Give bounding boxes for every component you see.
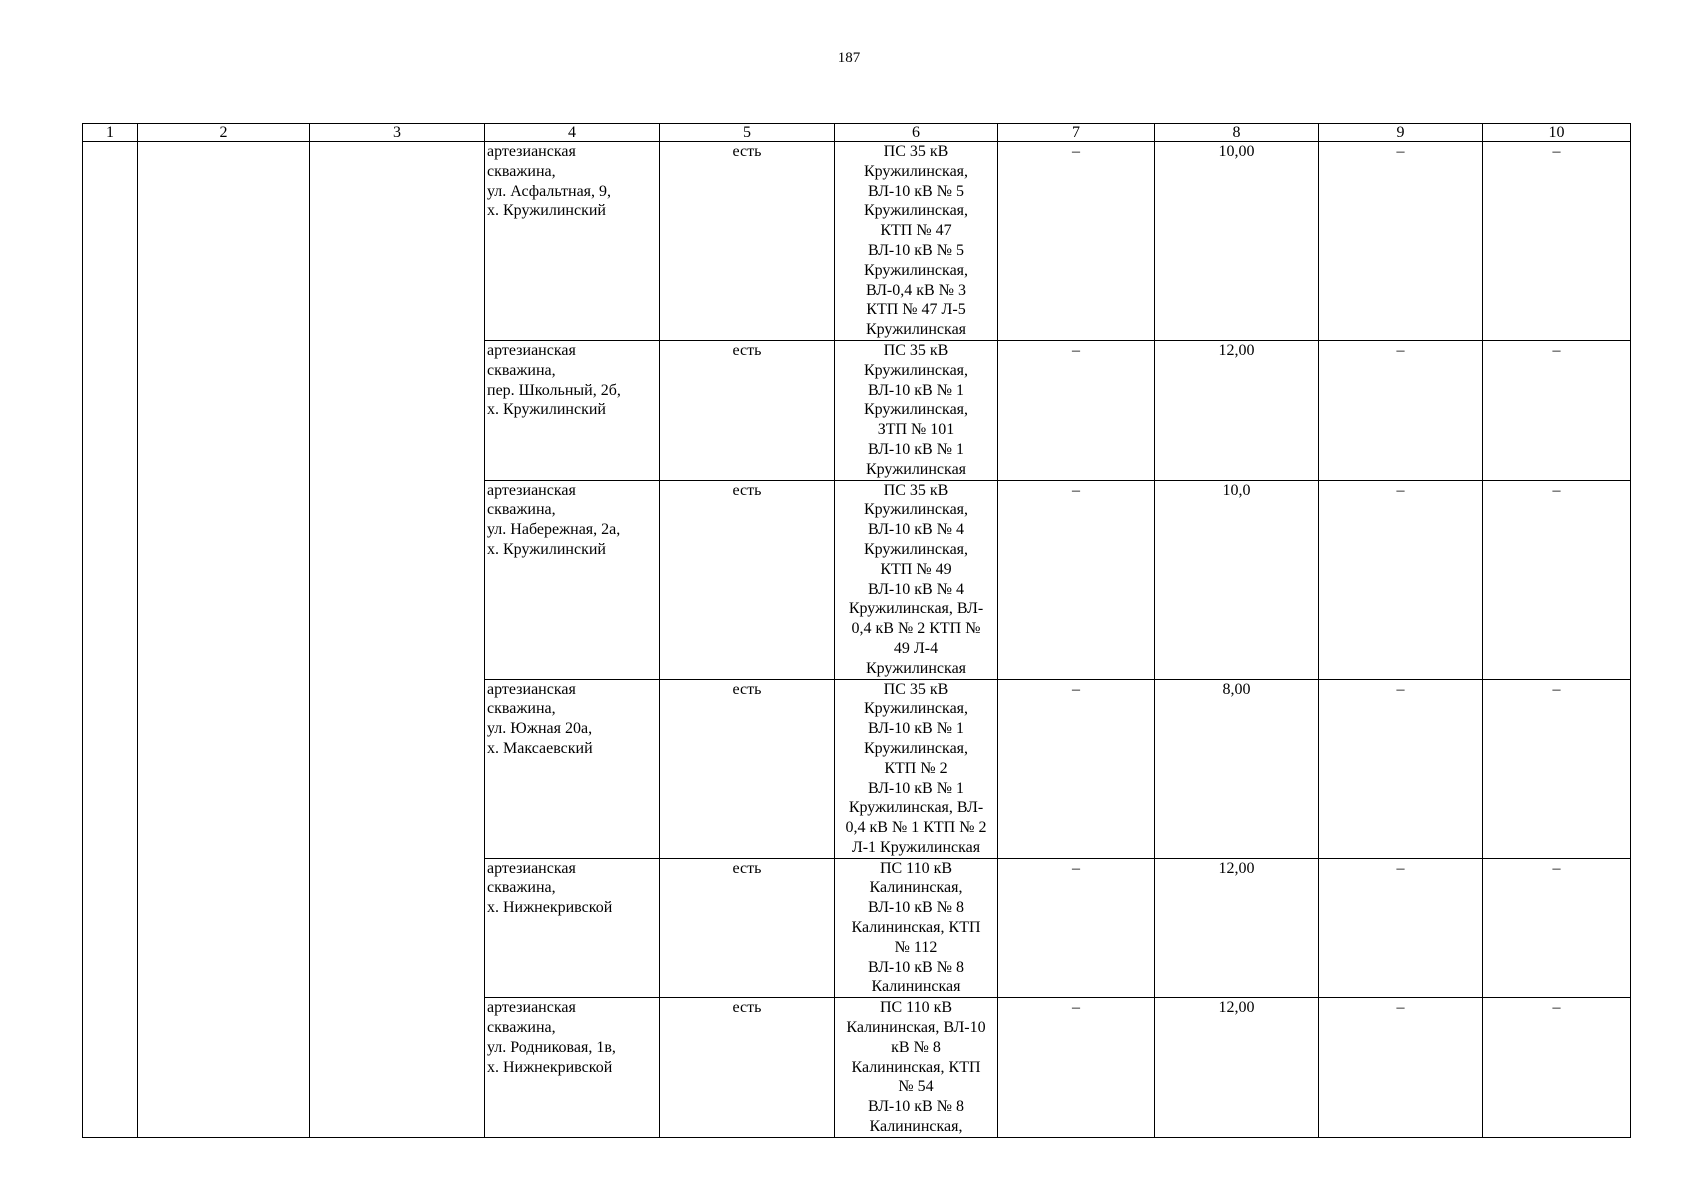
column-header-2: 2 (138, 124, 310, 142)
cell-col7: – (998, 480, 1155, 679)
cell-col8: 8,00 (1155, 679, 1319, 858)
cell-availability: есть (660, 998, 835, 1138)
cell-col9: – (1319, 858, 1483, 998)
cell-object: артезианская скважина, ул. Южная 20а, х. Максаевский (485, 679, 660, 858)
cell-col7: – (998, 340, 1155, 480)
table-row (83, 142, 1631, 341)
cell-col8: 12,00 (1155, 858, 1319, 998)
cell-col8: 12,00 (1155, 340, 1319, 480)
cell-power-source: ПС 110 кВ Калининская, ВЛ-10 кВ № 8 Калининская, КТП № 112 ВЛ-10 кВ № 8 Калининская (835, 858, 998, 998)
cell-col10: – (1483, 679, 1631, 858)
column-header-10: 10 (1483, 124, 1631, 142)
cell-col9: – (1319, 998, 1483, 1138)
cell-object: артезианская скважина, пер. Школьный, 2б, х. Кружилинский (485, 340, 660, 480)
cell-power-source: ПС 35 кВ Кружилинская, ВЛ-10 кВ № 4 Кружилинская, КТП № 49 ВЛ-10 кВ № 4 Кружилинская, ВЛ- 0,4 кВ № 2 КТП № 49 Л-4 Кружилинская (835, 480, 998, 679)
cell-power-source: ПС 35 кВ Кружилинская, ВЛ-10 кВ № 1 Кружилинская, ЗТП № 101 ВЛ-10 кВ № 1 Кружилинская (835, 340, 998, 480)
data-table (82, 123, 1631, 1138)
cell-col2-merged (138, 142, 310, 1138)
cell-col7: – (998, 679, 1155, 858)
cell-col10: – (1483, 858, 1631, 998)
cell-col8: 10,00 (1155, 142, 1319, 341)
cell-col10: – (1483, 142, 1631, 341)
cell-availability: есть (660, 858, 835, 998)
cell-col3-merged (310, 142, 485, 1138)
cell-col9: – (1319, 142, 1483, 341)
cell-col1-merged (83, 142, 138, 1138)
cell-col7: – (998, 998, 1155, 1138)
cell-col7: – (998, 142, 1155, 341)
cell-availability: есть (660, 340, 835, 480)
cell-col9: – (1319, 679, 1483, 858)
cell-col10: – (1483, 998, 1631, 1138)
column-header-9: 9 (1319, 124, 1483, 142)
cell-object: артезианская скважина, х. Нижнекривской (485, 858, 660, 998)
cell-availability: есть (660, 480, 835, 679)
cell-col8: 12,00 (1155, 998, 1319, 1138)
column-header-8: 8 (1155, 124, 1319, 142)
cell-power-source: ПС 35 кВ Кружилинская, ВЛ-10 кВ № 5 Кружилинская, КТП № 47 ВЛ-10 кВ № 5 Кружилинская, ВЛ-0,4 кВ № 3 КТП № 47 Л-5 Кружилинская (835, 142, 998, 341)
cell-col9: – (1319, 340, 1483, 480)
cell-col9: – (1319, 480, 1483, 679)
header-row (83, 124, 1631, 142)
cell-object: артезианская скважина, ул. Набережная, 2а, х. Кружилинский (485, 480, 660, 679)
cell-col10: – (1483, 480, 1631, 679)
page-number: 187 (837, 50, 861, 66)
cell-availability: есть (660, 142, 835, 341)
cell-col8: 10,0 (1155, 480, 1319, 679)
cell-object: артезианская скважина, ул. Родниковая, 1в, х. Нижнекривской (485, 998, 660, 1138)
cell-col7: – (998, 858, 1155, 998)
cell-power-source: ПС 35 кВ Кружилинская, ВЛ-10 кВ № 1 Кружилинская, КТП № 2 ВЛ-10 кВ № 1 Кружилинская, ВЛ- 0,4 кВ № 1 КТП № 2 Л-1 Кружилинская (835, 679, 998, 858)
column-header-6: 6 (835, 124, 998, 142)
column-header-4: 4 (485, 124, 660, 142)
cell-availability: есть (660, 679, 835, 858)
column-header-7: 7 (998, 124, 1155, 142)
column-header-3: 3 (310, 124, 485, 142)
cell-power-source: ПС 110 кВ Калининская, ВЛ-10 кВ № 8 Калининская, КТП № 54 ВЛ-10 кВ № 8 Калининская, (835, 998, 998, 1138)
cell-object: артезианская скважина, ул. Асфальтная, 9, х. Кружилинский (485, 142, 660, 341)
cell-col10: – (1483, 340, 1631, 480)
column-header-5: 5 (660, 124, 835, 142)
column-header-1: 1 (83, 124, 138, 142)
